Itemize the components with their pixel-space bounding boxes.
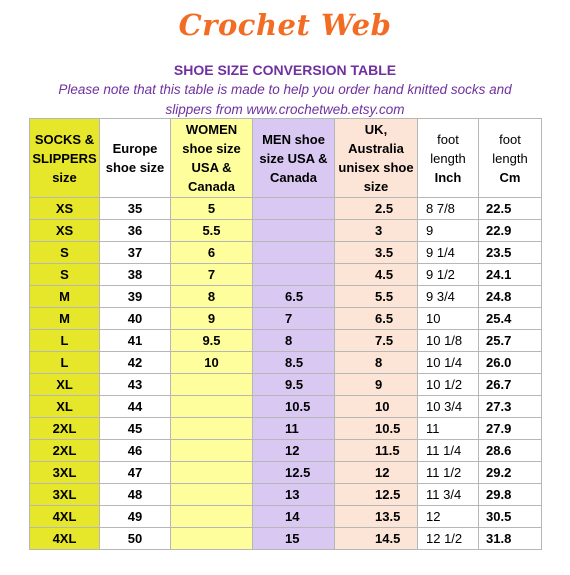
cell-foot-inch: 8 7/8 [418,198,479,220]
cell-europe: 35 [100,198,171,220]
cell-women: 9 [171,308,253,330]
cell-europe: 50 [100,528,171,550]
cell-women [171,462,253,484]
cell-uk: 12 [335,462,418,484]
cell-foot-cm: 22.9 [479,220,542,242]
cell-foot-cm: 29.2 [479,462,542,484]
cell-socks-size: M [30,308,100,330]
cell-women: 5 [171,198,253,220]
cell-foot-inch: 11 [418,418,479,440]
cell-women [171,528,253,550]
cell-foot-inch: 9 1/2 [418,264,479,286]
cell-socks-size: L [30,352,100,374]
header-women: WOMEN shoe size USA & Canada [171,119,253,198]
cell-europe: 46 [100,440,171,462]
table-row [30,506,542,528]
cell-women: 7 [171,264,253,286]
cell-foot-cm: 27.3 [479,396,542,418]
cell-women [171,440,253,462]
table-row [30,418,542,440]
cell-europe: 43 [100,374,171,396]
cell-women [171,418,253,440]
cell-women: 9.5 [171,330,253,352]
cell-men [253,198,335,220]
cell-foot-cm: 25.7 [479,330,542,352]
table-title: SHOE SIZE CONVERSION TABLE [173,62,397,78]
cell-foot-cm: 23.5 [479,242,542,264]
cell-men: 12 [253,440,335,462]
cell-women [171,374,253,396]
cell-foot-inch: 9 3/4 [418,286,479,308]
cell-uk: 3 [335,220,418,242]
cell-uk: 10.5 [335,418,418,440]
cell-foot-inch: 9 [418,220,479,242]
cell-foot-inch: 10 1/8 [418,330,479,352]
cell-socks-size: 4XL [30,528,100,550]
cell-women [171,484,253,506]
header-uk: UK, Australia unisex shoe size [335,119,418,198]
cell-uk: 12.5 [335,484,418,506]
cell-foot-inch: 11 1/2 [418,462,479,484]
cell-foot-cm: 26.0 [479,352,542,374]
cell-socks-size: L [30,330,100,352]
cell-foot-cm: 24.1 [479,264,542,286]
header-men: MEN shoe size USA & Canada [253,119,335,198]
cell-foot-cm: 29.8 [479,484,542,506]
cell-socks-size: 2XL [30,440,100,462]
cell-men: 8 [253,330,335,352]
cell-women: 8 [171,286,253,308]
header-foot-inch: foot length Inch [418,119,479,198]
cell-europe: 40 [100,308,171,330]
cell-uk: 4.5 [335,264,418,286]
cell-men: 9.5 [253,374,335,396]
cell-men: 14 [253,506,335,528]
cell-socks-size: S [30,264,100,286]
cell-men [253,242,335,264]
cell-women: 10 [171,352,253,374]
table-row [30,484,542,506]
cell-foot-inch: 12 1/2 [418,528,479,550]
cell-women: 5.5 [171,220,253,242]
header-foot-cm: foot length Cm [479,119,542,198]
cell-europe: 36 [100,220,171,242]
cell-women: 6 [171,242,253,264]
table-row [30,286,542,308]
cell-uk: 14.5 [335,528,418,550]
cell-uk: 6.5 [335,308,418,330]
cell-foot-cm: 28.6 [479,440,542,462]
cell-foot-cm: 31.8 [479,528,542,550]
cell-men: 7 [253,308,335,330]
cell-foot-cm: 24.8 [479,286,542,308]
cell-men: 11 [253,418,335,440]
cell-uk: 2.5 [335,198,418,220]
cell-socks-size: 3XL [30,484,100,506]
table-row [30,198,542,220]
cell-europe: 42 [100,352,171,374]
table-row [30,462,542,484]
cell-foot-inch: 12 [418,506,479,528]
cell-socks-size: M [30,286,100,308]
cell-men [253,264,335,286]
table-row [30,264,542,286]
table-body [30,198,542,550]
shoe-size-table [29,118,542,550]
cell-foot-inch: 10 3/4 [418,396,479,418]
table-row [30,528,542,550]
order-note: Please note that this table is made to help you order hand knitted socks and slippers from www.crochetweb.etsy.com [58,82,512,117]
table-row [30,308,542,330]
cell-europe: 39 [100,286,171,308]
cell-uk: 5.5 [335,286,418,308]
cell-uk: 7.5 [335,330,418,352]
cell-socks-size: 3XL [30,462,100,484]
cell-socks-size: 4XL [30,506,100,528]
cell-foot-cm: 26.7 [479,374,542,396]
header-europe: Europe shoe size [100,119,171,198]
cell-europe: 37 [100,242,171,264]
table-row [30,396,542,418]
cell-men: 15 [253,528,335,550]
cell-women [171,396,253,418]
cell-socks-size: XS [30,198,100,220]
cell-socks-size: 2XL [30,418,100,440]
cell-foot-inch: 10 1/2 [418,374,479,396]
cell-uk: 9 [335,374,418,396]
header-socks-size: SOCKS & SLIPPERS size [30,119,100,198]
brand-logo-title: Crochet Web [178,8,392,42]
table-row [30,220,542,242]
cell-foot-inch: 11 1/4 [418,440,479,462]
cell-foot-cm: 25.4 [479,308,542,330]
cell-europe: 45 [100,418,171,440]
cell-europe: 44 [100,396,171,418]
cell-women [171,506,253,528]
cell-men: 8.5 [253,352,335,374]
table-row [30,440,542,462]
table-row [30,374,542,396]
cell-men: 13 [253,484,335,506]
cell-foot-cm: 22.5 [479,198,542,220]
cell-foot-cm: 27.9 [479,418,542,440]
cell-europe: 41 [100,330,171,352]
cell-foot-inch: 10 [418,308,479,330]
table-row [30,242,542,264]
table-row [30,330,542,352]
cell-europe: 47 [100,462,171,484]
cell-foot-inch: 11 3/4 [418,484,479,506]
cell-foot-inch: 10 1/4 [418,352,479,374]
cell-uk: 13.5 [335,506,418,528]
table-row [30,352,542,374]
cell-men [253,220,335,242]
cell-europe: 48 [100,484,171,506]
cell-uk: 10 [335,396,418,418]
cell-socks-size: S [30,242,100,264]
cell-uk: 8 [335,352,418,374]
header-row [30,119,542,198]
cell-socks-size: XL [30,374,100,396]
cell-foot-cm: 30.5 [479,506,542,528]
cell-uk: 11.5 [335,440,418,462]
cell-men: 12.5 [253,462,335,484]
cell-uk: 3.5 [335,242,418,264]
cell-socks-size: XL [30,396,100,418]
cell-men: 10.5 [253,396,335,418]
cell-europe: 49 [100,506,171,528]
cell-socks-size: XS [30,220,100,242]
cell-foot-inch: 9 1/4 [418,242,479,264]
cell-europe: 38 [100,264,171,286]
cell-men: 6.5 [253,286,335,308]
